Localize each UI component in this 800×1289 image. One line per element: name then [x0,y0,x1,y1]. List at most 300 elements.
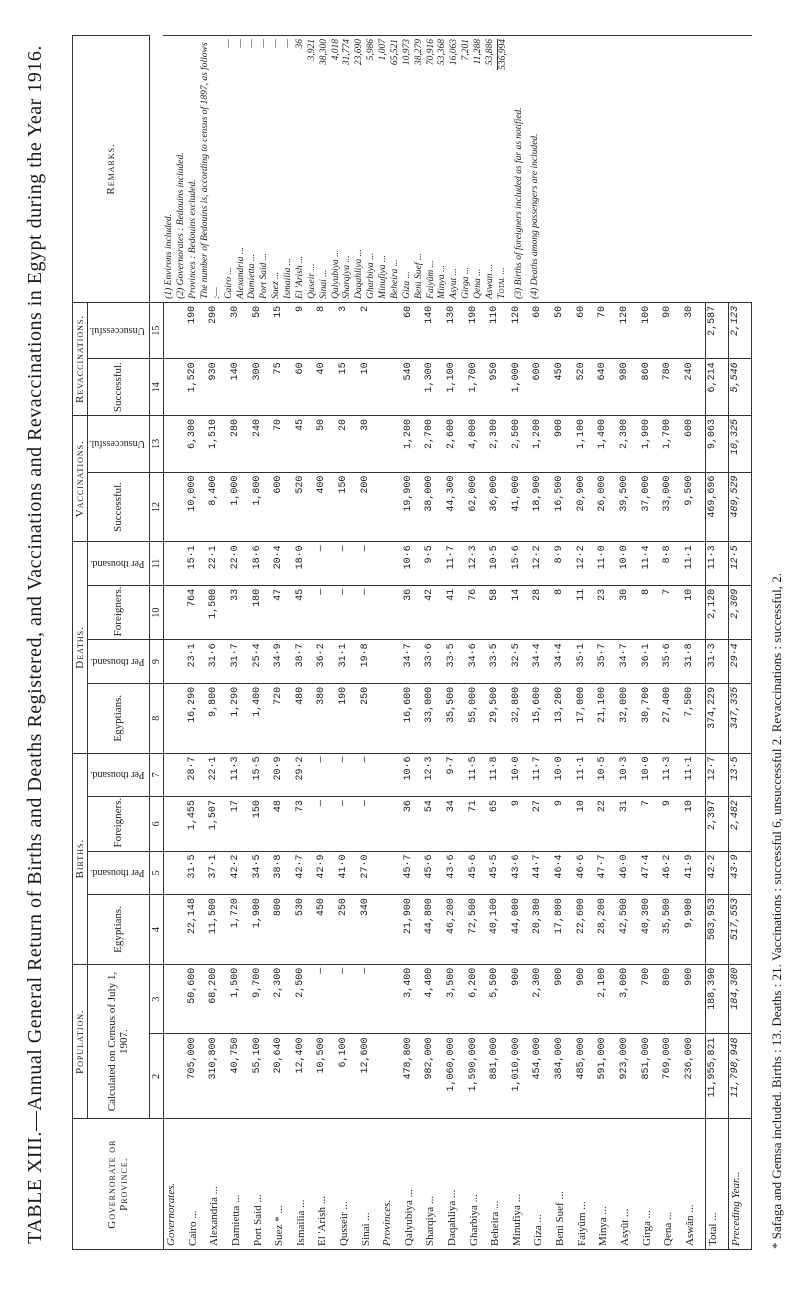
row-label: Beheira ... [488,1119,510,1250]
table-cell: 33 [229,585,251,639]
table-cell: 400 [315,472,337,542]
table-cell: 14 [510,585,532,639]
table-cell: 10·5 [596,753,618,797]
table-cell: 31·8 [683,640,705,684]
table-cell: 450 [553,359,575,416]
table-cell: 250 [359,683,381,753]
table-cell: 47 [272,585,294,639]
table-cell: 2,587 [705,302,728,359]
table-cell: 3,400 [402,964,424,1034]
col-number: 7 [149,753,163,797]
header-deaths: Deaths. [73,542,88,753]
table-cell: 2,300 [488,416,510,473]
table-cell: 32,000 [618,683,640,753]
row-label: Sharqiya ... [423,1119,445,1250]
bedouin-name: Qalyubiya ... [330,249,341,299]
table-cell: 42·7 [294,851,316,895]
table-cell: 45 [294,416,316,473]
table-cell: 1,900 [640,416,662,473]
table-cell: 2,100 [596,964,618,1034]
table-cell: 42·2 [705,851,728,895]
table-cell: 1,500 [207,585,229,639]
bedouin-value: — [259,39,270,48]
table-cell: 46·4 [553,851,575,895]
table-cell: 1,510 [207,416,229,473]
table-cell: 250 [337,895,359,965]
table-cell: 380 [315,683,337,753]
section-governorates: Governorates. [163,1119,185,1250]
col-number: 9 [149,640,163,684]
row-label: Minya ... [596,1119,618,1250]
table-cell: 120 [618,302,640,359]
table-cell: 1,720 [229,895,251,965]
table-cell: 41·0 [337,851,359,895]
table-cell: 45 [294,585,316,639]
bedouin-name: Faiyûm ... [425,260,436,299]
table-cell: 12·5 [728,542,751,586]
bedouin-list [224,39,510,299]
table-cell: 769,000 [661,1034,683,1119]
row-label: Minufiya ... [510,1119,532,1250]
table-cell: 38·8 [272,851,294,895]
table-cell: 140 [423,302,445,359]
table-cell: 43·9 [728,851,751,895]
table-cell: 35,500 [661,895,683,965]
table-cell: 28·7 [186,753,208,797]
table-cell: 13,200 [553,683,575,753]
table-cell: 540 [402,359,424,416]
table-cell: — [315,964,337,1034]
table-title: TABLE XIII.—Annual General Return of Births and Deaths Registered, and Vaccinations and Revaccinations in Egypt during the Year 1916. [23,45,46,1244]
table-cell: 9,700 [251,964,273,1034]
table-cell: 60 [575,302,597,359]
header-remarks: Remarks. [73,36,150,303]
header-births-egyptians: Egyptians. [88,895,150,965]
bedouin-value: 38,300 [318,39,329,66]
table-cell: 480 [294,683,316,753]
table-cell: 1,100 [575,416,597,473]
table-cell: 45·6 [423,851,445,895]
table-cell: 860 [640,359,662,416]
col-number: 14 [149,359,163,416]
table-cell: 35·6 [661,640,683,684]
bedouin-value: 53,886 [484,39,495,66]
header-births-perthousand-fo: Per thousand. [89,769,145,781]
bedouin-value: 10,973 [401,39,412,66]
bedouin-name: Minya ... [437,265,448,299]
table-cell: 17 [229,797,251,851]
table-cell: — [337,542,359,586]
bedouin-total-label: Total ... [496,267,507,299]
table-cell: 35,500 [445,683,467,753]
table-cell: 90 [661,302,683,359]
table-cell: 240 [251,416,273,473]
table-cell: 374,229 [705,683,728,753]
table-cell: 9 [294,302,316,359]
table-cell: 1,507 [207,797,229,851]
row-label: Gharbiya ... [467,1119,489,1250]
table-cell: 900 [575,964,597,1034]
table-cell: 40,750 [229,1034,251,1119]
bedouin-name: El 'Arish ... [294,255,305,299]
header-revacc-successful: Successful. [88,359,150,416]
bedouin-name: Sinai ... [318,269,329,299]
table-cell: 4,400 [423,964,445,1034]
table-cell: 70 [272,416,294,473]
table-cell: 16,290 [186,683,208,753]
table-cell: 520 [575,359,597,416]
table-cell: — [315,797,337,851]
table-cell: 22 [596,797,618,851]
table-cell: 8,400 [207,472,229,542]
row-label: Sinai ... [359,1119,381,1250]
header-births: Births. [73,753,88,964]
table-cell: 10,000 [186,472,208,542]
table-cell: 15·1 [186,542,208,586]
header-vacc-unsuccessful: Unsuccessful. [89,438,145,450]
section-provinces: Provinces. [380,1119,402,1250]
table-cell: 530 [294,895,316,965]
table-cell: — [315,585,337,639]
table-cell: 15·6 [510,542,532,586]
row-label: Qalyubiya ... [402,1119,424,1250]
table-cell: 45·6 [467,851,489,895]
bedouin-value: 70,916 [425,39,436,66]
table-cell: 8 [315,302,337,359]
col-number: 8 [149,683,163,753]
table-cell: 60 [402,302,424,359]
bedouin-value: 16,063 [449,39,460,66]
table-cell: 16,500 [553,472,575,542]
table-cell: 19·8 [359,640,381,684]
col-number: 15 [149,302,163,359]
table-cell: 20,640 [272,1034,294,1119]
bedouin-value: — [223,39,234,48]
bedouin-value: 38,279 [413,39,424,66]
table-cell: 55,000 [467,683,489,753]
table-cell: 22,600 [575,895,597,965]
table-cell: 35·1 [575,640,597,684]
bedouin-total-value: 536,994 [497,39,508,70]
col-number: 12 [149,472,163,542]
header-population: Population. [73,964,88,1119]
table-cell: 42 [423,585,445,639]
table-cell: 11·1 [575,753,597,797]
table-cell: 454,000 [531,1034,553,1119]
table-cell: 11·0 [596,542,618,586]
table-cell: 12,400 [294,1034,316,1119]
table-cell: 923,000 [618,1034,640,1119]
table-cell: 800 [272,895,294,965]
table-cell: 1,400 [251,683,273,753]
table-cell: 26,000 [596,472,618,542]
table-cell: 290 [207,302,229,359]
bedouin-value: 36 [294,39,305,49]
table-cell: 7 [640,797,662,851]
table-cell: 46·6 [575,851,597,895]
table-cell: 31·7 [229,640,251,684]
table-cell: 50 [553,302,575,359]
table-cell: 1,300 [423,359,445,416]
table-cell: 41·9 [683,851,705,895]
table-cell: 1,700 [661,416,683,473]
table-cell: 489,529 [728,472,751,542]
bedouin-name: Daqahliya ... [354,249,365,299]
row-label: Girga ... [640,1119,662,1250]
table-cell: 50 [315,416,337,473]
table-cell: 950 [488,359,510,416]
table-cell: 73 [294,797,316,851]
table-cell: 44,300 [445,472,467,542]
table-cell: 1,200 [402,416,424,473]
table-cell: — [359,585,381,639]
table-cell: 9 [510,797,532,851]
table-cell: 764 [186,585,208,639]
col-number: 10 [149,585,163,639]
remark-note: (1) Environs included. [164,213,175,299]
table-cell: 5,546 [728,359,751,416]
table-cell: 71 [467,797,489,851]
table-cell: 76 [467,585,489,639]
table-cell: 12·3 [467,542,489,586]
table-cell: 1,010,000 [510,1034,532,1119]
remark-note: (4) Deaths among passengers are included. [529,133,540,299]
table-cell: 22,148 [186,895,208,965]
table-cell: 2,300 [272,964,294,1034]
table-cell: 384,000 [553,1034,575,1119]
table-cell: 9·5 [423,542,445,586]
table-cell: 236,000 [683,1034,705,1119]
table-cell: 11·7 [531,753,553,797]
table-cell: 30 [618,585,640,639]
table-cell: 100 [640,302,662,359]
table-cell: 41 [445,585,467,639]
table-cell: 2,123 [728,302,751,359]
table-cell: 340 [359,895,381,965]
remarks-cell [163,36,751,303]
table-cell: 1,100 [445,359,467,416]
table-cell: 11·1 [683,753,705,797]
table-cell: 190 [337,683,359,753]
table-cell: 29,500 [488,683,510,753]
bedouin-name: Minufiya ... [378,255,389,299]
table-cell: 60 [294,359,316,416]
bedouin-name: Giza ... [401,271,412,299]
table-cell: 10·0 [553,753,575,797]
table-cell: 36·2 [315,640,337,684]
table-cell: 1,590,000 [467,1034,489,1119]
table-cell: 38·7 [294,640,316,684]
table-cell: 2,300 [618,416,640,473]
table-cell: 2 [359,302,381,359]
row-label: Suez * ... [272,1119,294,1250]
table-cell: 9,063 [705,416,728,473]
table-cell: 520 [294,472,316,542]
remark-note: The number of Bedouins is, according to census of 1897, as follows :— [199,42,222,299]
bedouin-value: 7,201 [461,39,472,61]
table-cell: 34·4 [531,640,553,684]
table-cell: 10·0 [640,753,662,797]
column-number-row [149,36,163,1250]
table-cell: — [359,964,381,1034]
bedouin-value: 5,986 [366,39,377,61]
bedouin-name: Cairo ... [223,267,234,299]
table-cell: 2,300 [531,964,553,1034]
table-cell: 12·3 [423,753,445,797]
table-cell: 11·3 [705,542,728,586]
table-cell: 11·3 [229,753,251,797]
table-cell: 6,200 [467,964,489,1034]
table-cell: 12,600 [359,1034,381,1119]
bedouin-name: Aswan ... [484,263,495,299]
table-cell: 35·7 [596,640,618,684]
table-cell: 280 [229,416,251,473]
table-cell: 11·4 [640,542,662,586]
table-cell: 720 [272,683,294,753]
table-cell: 11,798,948 [728,1034,751,1119]
bedouin-value: 11,288 [473,39,484,65]
header-vaccinations: Vaccinations. [73,416,88,542]
table-cell: 46,200 [445,895,467,965]
table-cell: 6,214 [705,359,728,416]
bedouin-value: 23,690 [354,39,365,66]
table-cell: 40,100 [488,895,510,965]
table-cell: 15,600 [531,683,553,753]
bedouin-value: — [247,39,258,48]
table-cell: 10 [683,797,705,851]
returns-table [72,35,752,1250]
table-cell: 37·1 [207,851,229,895]
table-cell: 184,380 [728,964,751,1034]
row-label: Port Said ... [251,1119,273,1250]
table-cell: 27 [531,797,553,851]
returns-table-wrapper [72,35,752,1250]
table-cell: 31·6 [207,640,229,684]
table-cell: 347,335 [728,683,751,753]
table-cell: 44,000 [510,895,532,965]
table-cell: 30 [229,302,251,359]
table-cell: 1,200 [531,416,553,473]
table-cell: 45·5 [488,851,510,895]
table-cell: 47·4 [640,851,662,895]
bedouin-name: Damietta ... [247,253,258,299]
bedouin-name: Quseir ... [306,263,317,299]
table-cell: 39,500 [618,472,640,542]
table-cell: 469,696 [705,472,728,542]
remark-note: (3) Births of foreigners included as far as notified. [513,107,524,299]
table-cell: 8 [553,585,575,639]
bedouin-value: 65,521 [389,39,400,66]
table-cell: 44·7 [531,851,553,895]
table-cell: 42,500 [618,895,640,965]
table-cell: 32,800 [510,683,532,753]
table-cell: 3 [337,302,359,359]
table-cell: 21,900 [402,895,424,965]
table-cell: 130 [445,302,467,359]
table-cell: 11,955,821 [705,1034,728,1119]
table-cell: 10·0 [510,753,532,797]
table-cell: 310,800 [207,1034,229,1119]
table-cell: 12·2 [531,542,553,586]
table-cell: 150 [251,797,273,851]
table-cell: 31 [618,797,640,851]
table-cell: 72,500 [467,895,489,965]
table-cell: 8·8 [661,542,683,586]
table-cell: 450 [315,895,337,965]
table-cell: 18,900 [531,472,553,542]
table-cell: 12·2 [575,542,597,586]
row-label: Cairo ... [186,1119,208,1250]
table-cell: 15 [272,302,294,359]
row-label: Daqahliya ... [445,1119,467,1250]
table-cell: 9·7 [445,753,467,797]
bedouin-name: Alexandria ... [235,247,246,299]
bedouin-value: 3,921 [306,39,317,61]
table-cell: 68,200 [207,964,229,1034]
table-cell: 9 [661,797,683,851]
table-cell: — [337,753,359,797]
table-cell: 31·3 [705,640,728,684]
row-label: Qena ... [661,1119,683,1250]
table-cell: 110 [488,302,510,359]
table-cell: 20·4 [272,542,294,586]
table-cell: 13·5 [728,753,751,797]
bedouin-value: — [235,39,246,48]
table-cell: 1,000 [510,359,532,416]
bedouin-value: — [283,39,294,48]
table-cell: 32·5 [510,640,532,684]
table-cell: 982,000 [423,1034,445,1119]
table-cell: 20,900 [575,472,597,542]
table-cell: 485,000 [575,1034,597,1119]
table-cell: 9,500 [683,472,705,542]
table-cell: 22·0 [229,542,251,586]
table-cell: 43·6 [510,851,532,895]
table-cell: 900 [510,964,532,1034]
table-cell: 38,000 [423,472,445,542]
table-cell: 30 [683,302,705,359]
header-deaths-egyptians: Egyptians. [88,683,150,753]
table-cell: 29·4 [728,640,751,684]
table-cell: 46·2 [661,851,683,895]
table-cell: 3,500 [445,964,467,1034]
col-number: 11 [149,542,163,586]
row-label: Faiyûm ... [575,1119,597,1250]
table-cell: 240 [683,359,705,416]
col-number: 5 [149,851,163,895]
bedouin-name: Port Said ... [259,253,270,299]
table-cell: 34·6 [467,640,489,684]
table-cell: 140 [229,359,251,416]
table-cell: 1,700 [467,359,489,416]
bedouin-name: Asyut ... [449,268,460,299]
row-label: Preceding Year... [728,1119,751,1250]
table-cell: 46·0 [618,851,640,895]
table-cell: 190 [186,302,208,359]
table-cell: 33·5 [488,640,510,684]
table-cell: 16,600 [402,683,424,753]
table-cell: 2,397 [705,797,728,851]
table-cell: 45·7 [402,851,424,895]
table-cell: — [337,797,359,851]
header-deaths-perthousand-eg: Per thousand. [89,656,145,668]
table-cell: 12·7 [705,753,728,797]
table-cell: 50,600 [186,964,208,1034]
table-cell: 780 [661,359,683,416]
row-label: Giza ... [531,1119,553,1250]
bedouin-value: 1,007 [378,39,389,61]
bedouin-name: Sharqiya ... [342,255,353,299]
